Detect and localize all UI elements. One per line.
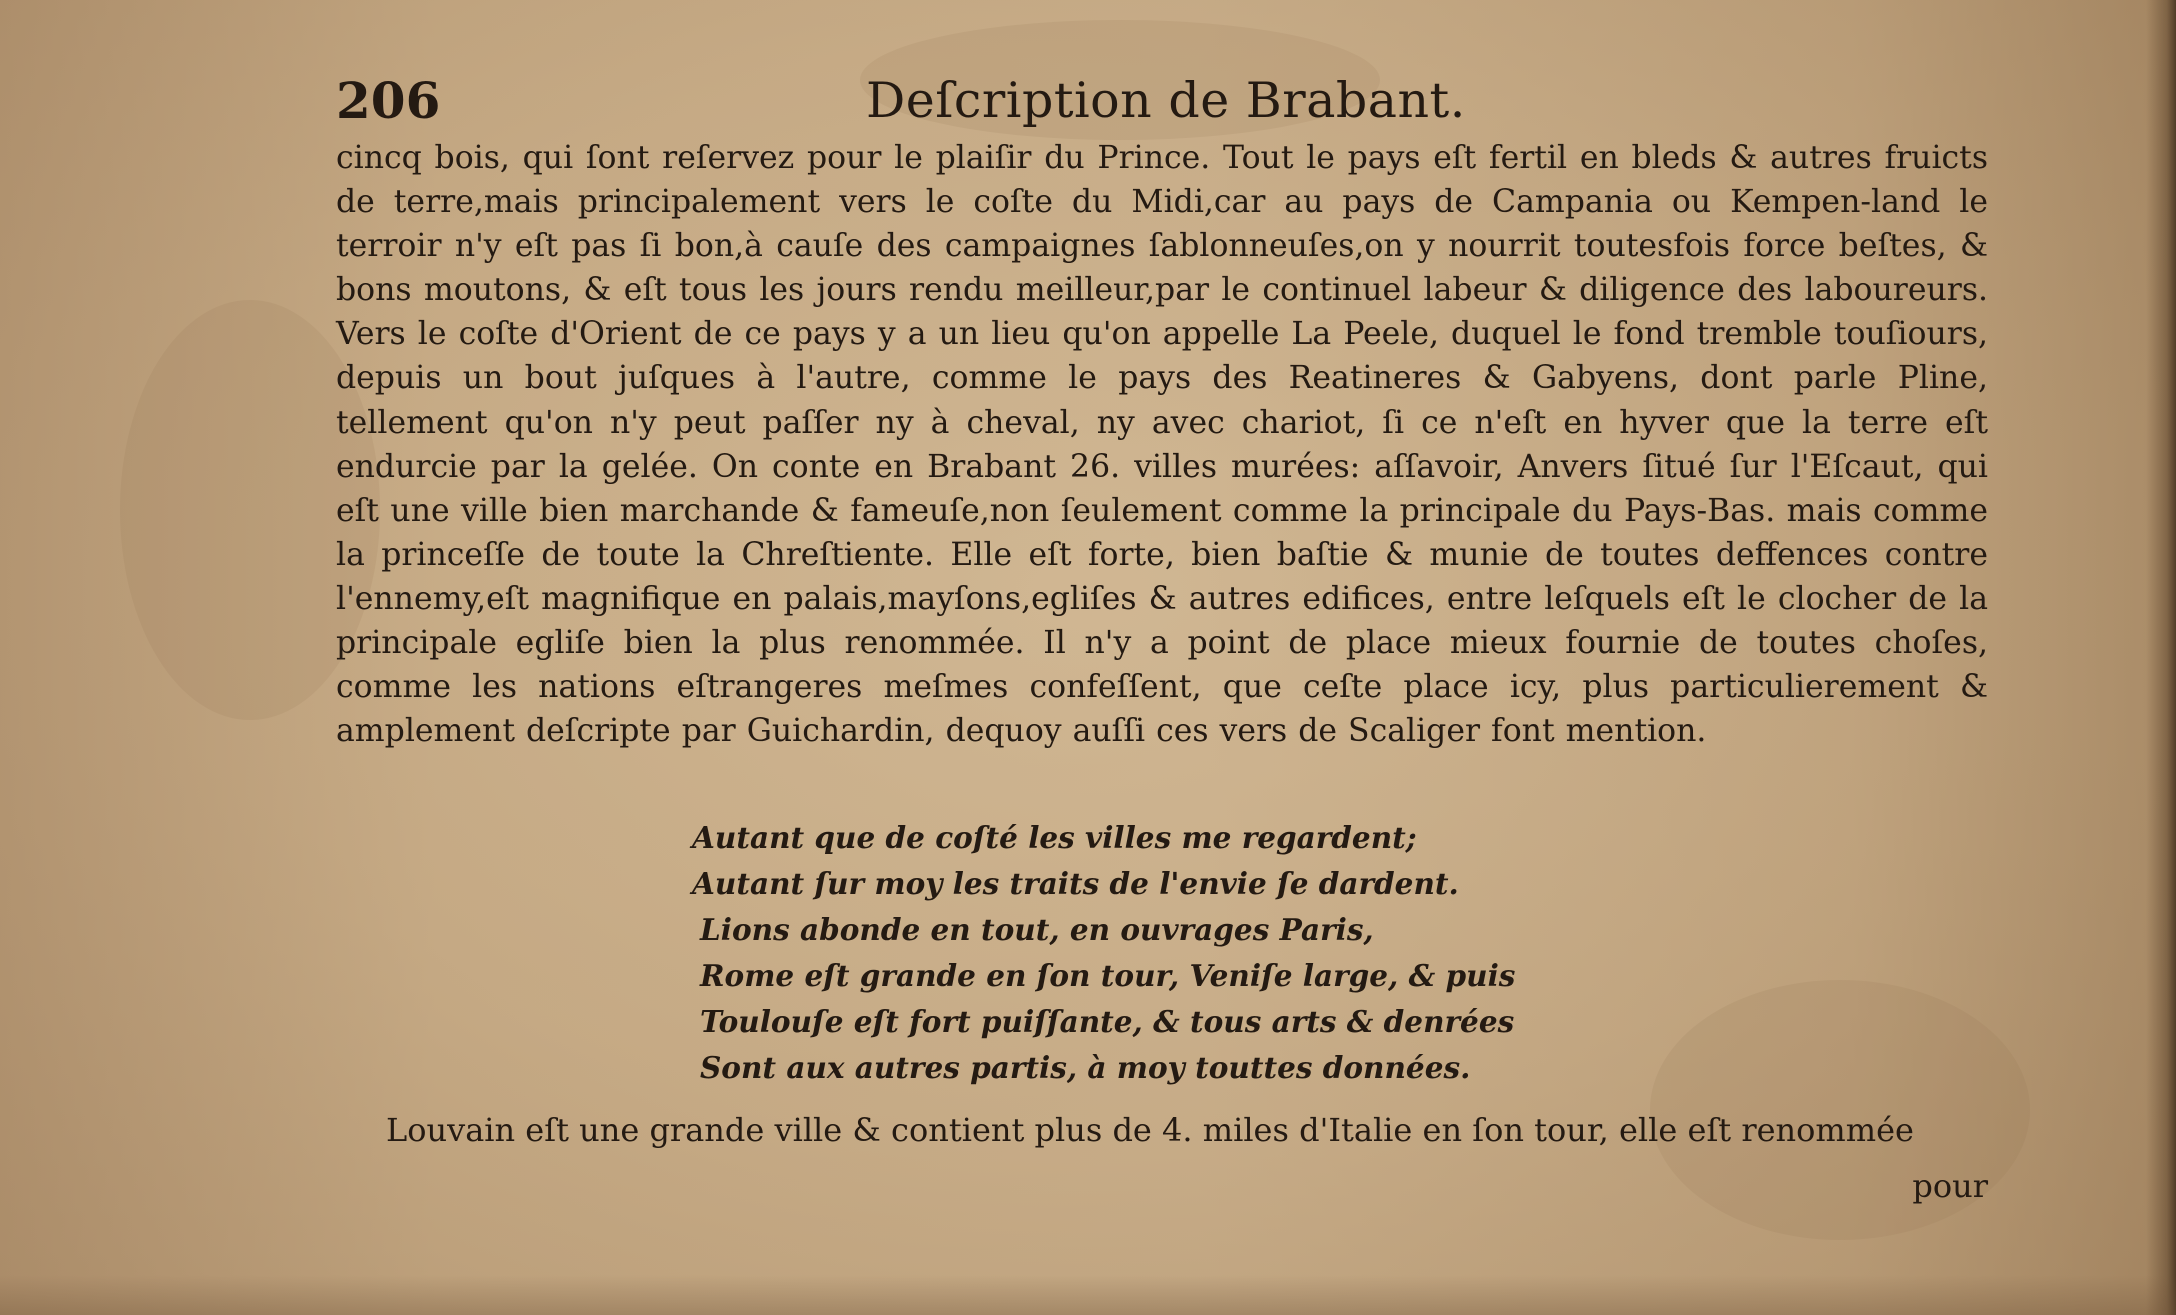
page-edge-shadow: [0, 1275, 2176, 1315]
verse-line: Rome eſt grande en ſon tour, Veniſe large, & puis: [700, 958, 1516, 993]
closing-line: Louvain eſt une grande ville & contient plus de 4. miles d'Italie en ſon tour, elle eſt renommée: [386, 1111, 1914, 1149]
verse-line: Sont aux autres partis, à moy touttes données.: [700, 1050, 1471, 1085]
page-header: [336, 66, 1986, 136]
verse-line: Lions abonde en tout, en ouvrages Paris,: [700, 912, 1374, 947]
page-number: 206: [336, 71, 441, 130]
verse-line: Autant ſur moy les traits de l'envie ſe dardent.: [692, 866, 1459, 901]
verse-line: Autant que de coſté les villes me regardent;: [692, 820, 1417, 855]
verse-block: [692, 815, 1592, 1091]
catchword: pour: [1912, 1167, 1988, 1205]
verse-line: Toulouſe eſt fort puiſſante, & tous arts & denrées: [700, 1004, 1515, 1039]
body-paragraph: cincq bois, qui ſont reſervez pour le plaiſir du Prince. Tout le pays eſt fertil en bleds & autres fruicts de terre,mais principalement vers le coſte du Midi,car au pays de Campania ou Kempen-land le terroir n'y eſt pas ſi bon,à cauſe des campaignes ſablonneuſes,on y nourrit toutesfois force beſtes, & bons moutons, & eſt tous les jours rendu meilleur,par le continuel labeur & diligence des laboureurs. Vers le coſte d'Orient de ce pays y a un lieu qu'on appelle La Peele, duquel le fond tremble touſiours, depuis un bout juſques à l'autre, comme le pays des Reatineres & Gabyens, dont parle Pline, tellement qu'on n'y peut paſſer ny à cheval, ny avec chariot, ſi ce n'eſt en hyver que la terre eſt endurcie par la gelée. On conte en Brabant 26. villes murées: aſſavoir, Anvers ſitué ſur l'Eſcaut, qui eſt une ville bien marchande & fameuſe,non ſeulement comme la principale du Pays-Bas. mais comme la princeſſe de toute la Chreſtiente. Elle eſt forte, bien baſtie & munie de toutes deffences contre l'ennemy,eſt magnifique en palais,mayſons,egliſes & autres edifices, entre leſquels eſt le clocher de la principale egliſe bien la plus renommée. Il n'y a point de place mieux fournie de toutes choſes, comme les nations eſtrangeres meſmes confeſſent, que ceſte place icy, plus particulierement & amplement deſcripte par Guichardin, dequoy auſſi ces vers de Scaliger font mention.: [336, 140, 1988, 750]
running-title: Deſcription de Brabant.: [866, 72, 1466, 129]
page-edge-shadow: [2146, 0, 2176, 1315]
